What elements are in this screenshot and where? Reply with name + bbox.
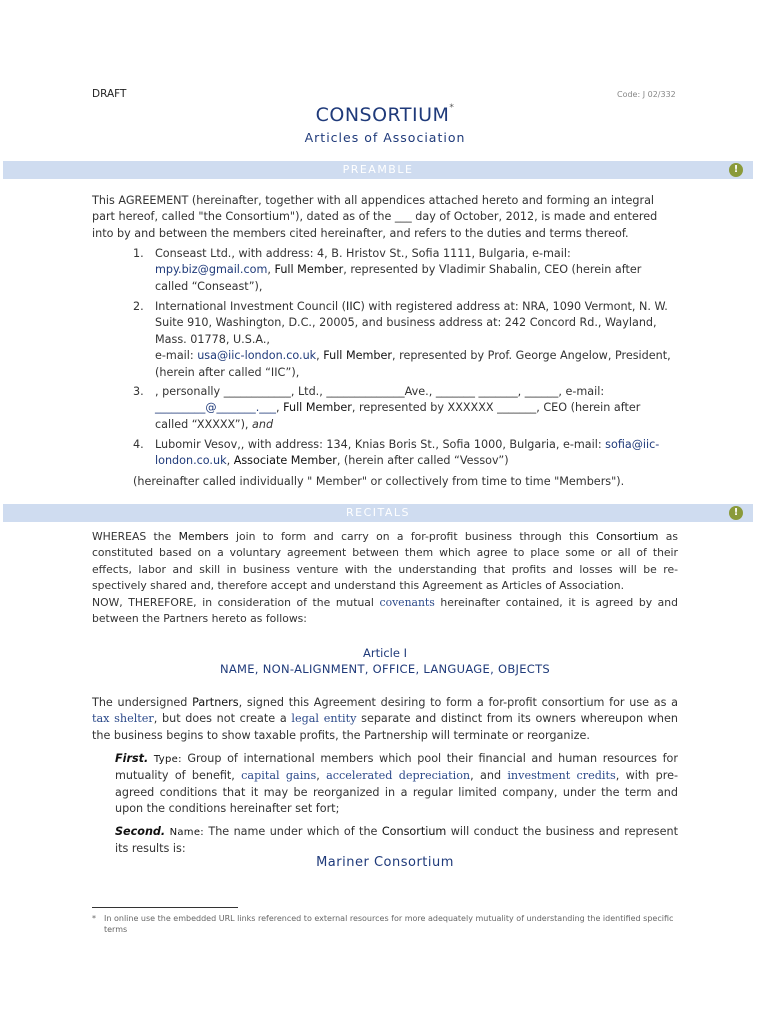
draft-label: DRAFT bbox=[92, 88, 127, 100]
document-code: Code: J 02/332 bbox=[617, 90, 676, 99]
page-subtitle: Articles of Association bbox=[304, 130, 466, 145]
accelerated-depreciation-link[interactable]: accelerated depreciation bbox=[326, 769, 471, 783]
list-number: 1. bbox=[133, 247, 144, 260]
preamble-closing: (hereinafter called individually " Member" or collectively from time to time "Members"). bbox=[133, 475, 625, 488]
now-therefore-paragraph: NOW, THEREFORE, in consideration of the mutual covenants hereinafter contained, it is agreed by and between the Partners hereto as follows: bbox=[92, 596, 678, 626]
list-number: 2. bbox=[133, 300, 144, 313]
covenants-link[interactable]: covenants bbox=[379, 596, 435, 609]
article-heading: Article I bbox=[363, 646, 407, 660]
article-subheading: NAME, NON-ALIGNMENT, OFFICE, LANGUAGE, OBJECTS bbox=[219, 662, 551, 676]
member-role: Full Member bbox=[283, 401, 352, 415]
legal-entity-link[interactable]: legal entity bbox=[291, 712, 357, 726]
email-link[interactable]: mpy.biz@gmail.com bbox=[155, 263, 268, 277]
list-item-text: , personally ____________, Ltd., ______________Ave., _______ _______, ______, e-mail: _________@_______.___, Full Member, represented by XXXXXX _______, CEO (herein after called “XXXXX”), and bbox=[155, 385, 641, 431]
preamble-intro: This AGREEMENT (hereinafter, together with all appendices attached hereto and forming an integral part hereof, called "the Consortium"), dated as of the ___ day of October, 2012, is made and entered into by and between the members cited hereinafter, and refers to the duties and terms thereof. bbox=[92, 194, 658, 240]
list-item bbox=[133, 384, 678, 434]
member-role: Associate Member bbox=[233, 454, 337, 468]
list-item-text: International Investment Council (IIC) with registered address at: NRA, 1090 Vermont, N. W. Suite 910, Washington, D.C., 20005, and business address at: 242 Concord Rd., Wayland, Mass. 01778, U.S.A., e-mail: usa@iic-london.co.uk, Full Member, represented by Prof. George Angelow, President, (herein after called “IIC”), bbox=[155, 300, 671, 379]
investment-credits-link[interactable]: investment credits bbox=[507, 769, 616, 783]
email-link[interactable]: _________@_______.___ bbox=[155, 401, 277, 415]
list-item bbox=[133, 246, 678, 296]
list-item bbox=[133, 437, 678, 471]
footnote-mark: * bbox=[92, 914, 96, 923]
list-number: 3. bbox=[133, 385, 144, 398]
clause-second: Second. Name: The name under which of the Consortium will conduct the business and represent its results is: bbox=[115, 825, 678, 856]
email-link[interactable]: usa@iic-london.co.uk bbox=[197, 349, 317, 363]
list-item-text: Lubomir Vesov,, with address: 134, Knias Boris St., Sofia 1000, Bulgaria, e-mail: sofia@iic-london.co.uk, Associate Member, (herein after called “Vessov”) bbox=[155, 438, 660, 468]
member-role: Full Member bbox=[323, 349, 392, 363]
footnote-marker[interactable]: * bbox=[449, 102, 455, 113]
list-item bbox=[133, 299, 678, 381]
preamble-section-bar: PREAMBLE bbox=[3, 161, 753, 179]
capital-gains-link[interactable]: capital gains bbox=[241, 769, 317, 783]
page-title: CONSORTIUM* bbox=[315, 102, 455, 126]
footnote-divider bbox=[92, 907, 238, 908]
clause-first: First. Type: Group of international members which pool their financial and human resources for mutuality of benefit, capital gains, accelerated depreciation, and investment credits, with pre-agreed conditions that it may be reorganized in a regular limited company, under the term and upon the conditions hereinafter set fort; bbox=[115, 752, 678, 816]
whereas-paragraph: WHEREAS the Members join to form and carry on a for-profit business through this Consortium as constituted based on a voluntary agreement between them which agree to place some or all of their effects, labor and skill in business venture with the understanding that profits and losses will be re-spectively shared and, therefore accept and understand this Agreement as Articles of Association. bbox=[92, 530, 678, 593]
info-icon[interactable]: ! bbox=[729, 163, 743, 177]
consortium-name: Mariner Consortium bbox=[316, 855, 454, 870]
info-icon[interactable]: ! bbox=[729, 506, 743, 520]
email-link[interactable]: sofia@iic-london.co.uk bbox=[155, 438, 660, 468]
member-role: Full Member bbox=[274, 263, 344, 277]
tax-shelter-link[interactable]: tax shelter bbox=[92, 712, 154, 726]
article-intro: The undersigned Partners, signed this Agreement desiring to form a for-profit consortium for use as a tax shelter, but does not create a legal entity separate and distinct from its owners whereupon when the business begins to show taxable profits, the Partnership will terminate or reorganize. bbox=[92, 696, 678, 742]
list-item-text: Conseast Ltd., with address: 4, B. Hristov St., Sofia 1111, Bulgaria, e-mail: mpy.biz@gmail.com, Full Member, represented by Vladimir Shabalin, CEO (herein after called “Conseast”), bbox=[155, 247, 642, 293]
list-number: 4. bbox=[133, 438, 144, 451]
footnote-text: In online use the embedded URL links referenced to external resources for more adequately mutuality of understanding the identified specific terms bbox=[104, 914, 674, 934]
recitals-section-bar: RECITALS bbox=[3, 504, 753, 522]
